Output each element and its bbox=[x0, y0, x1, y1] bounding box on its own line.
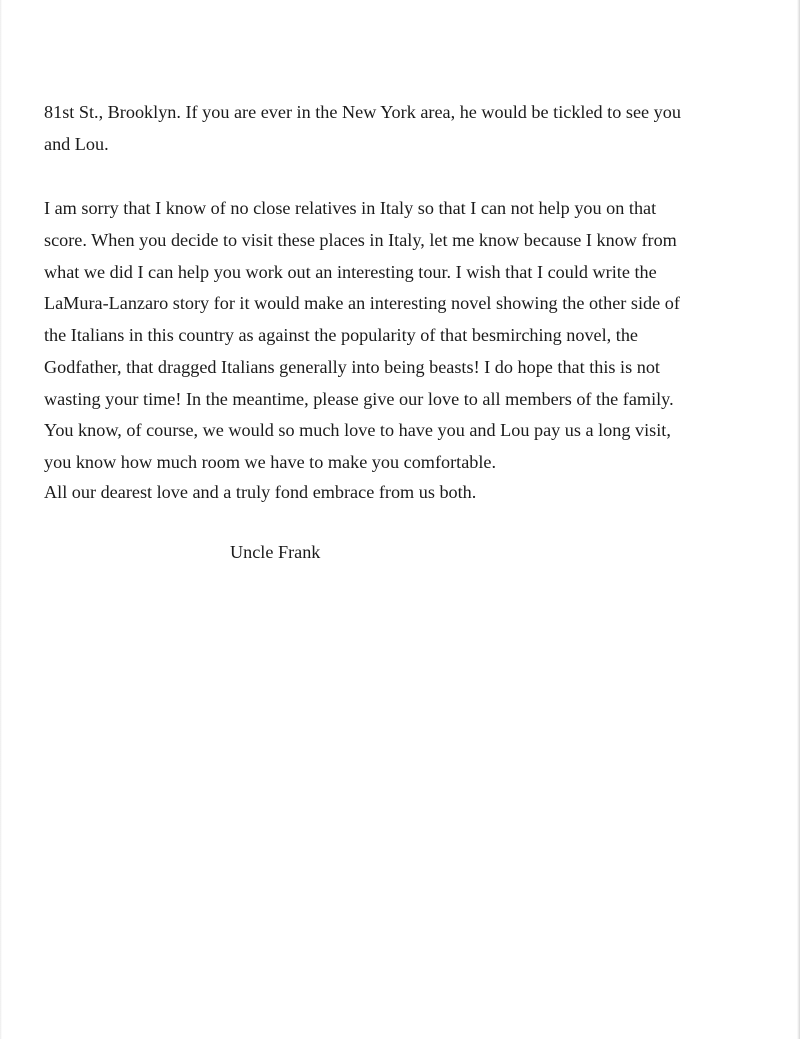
letter-line: LaMura-Lanzaro story for it would make an interesting novel showing the other side of bbox=[44, 293, 680, 313]
letter-line: score. When you decide to visit these places in Italy, let me know because I know from bbox=[44, 230, 677, 250]
letter-line: Godfather, that dragged Italians generally into being beasts! I do hope that this is not bbox=[44, 357, 660, 377]
signature: Uncle Frank bbox=[230, 542, 321, 562]
letter-line: 81st St., Brooklyn. If you are ever in the New York area, he would be tickled to see you bbox=[44, 102, 681, 122]
letter-line: I am sorry that I know of no close relatives in Italy so that I can not help you on that bbox=[44, 198, 657, 218]
letter-line: and Lou. bbox=[44, 134, 109, 154]
letter-line: the Italians in this country as against the popularity of that besmirching novel, the bbox=[44, 325, 638, 345]
letter-line: what we did I can help you work out an interesting tour. I wish that I could write the bbox=[44, 262, 657, 282]
letter-line: wasting your time! In the meantime, please give our love to all members of the family. bbox=[44, 389, 674, 409]
letter-line: you know how much room we have to make you comfortable. bbox=[44, 452, 497, 472]
page-left-edge bbox=[0, 0, 2, 1039]
letter-line: You know, of course, we would so much love to have you and Lou pay us a long visit, bbox=[44, 420, 671, 440]
letter-line: All our dearest love and a truly fond embrace from us both. bbox=[44, 482, 477, 502]
